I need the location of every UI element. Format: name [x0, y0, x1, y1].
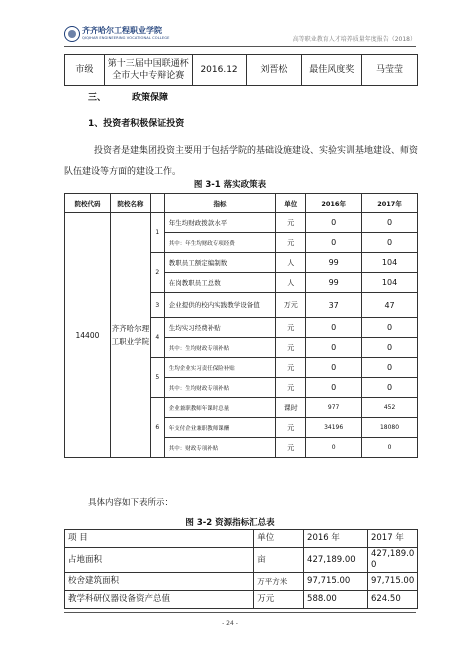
value-2017: 0 — [362, 318, 418, 338]
header-unit: 单位 — [276, 194, 306, 213]
table1-caption: 图 3-1 落实政策表 — [193, 180, 267, 190]
school-name-english: QIQIHAR ENGINEERING VOCATIONAL COLLEGE — [82, 36, 170, 40]
table2-header-row — [65, 530, 418, 548]
indicator-name: 其中：年生均财政专项经费 — [164, 233, 276, 253]
value-2016: 99 — [306, 273, 362, 293]
value-2017: 624.50 — [367, 591, 417, 609]
table-row — [65, 591, 418, 609]
indicator-name: 教职员工额定编制数 — [164, 253, 276, 273]
header-2017: 2017年 — [362, 194, 418, 213]
item-unit: 万元 — [254, 591, 304, 609]
value-2017: 47 — [362, 293, 418, 318]
value-2017: 104 — [362, 253, 418, 273]
indicator-name: 企业兼职教师年课时总量 — [164, 398, 276, 418]
indicator-name: 企业提供的校内实践教学设备值 — [164, 293, 276, 318]
award-row — [65, 55, 418, 86]
value-2016: 97,715.00 — [304, 573, 368, 591]
award-student: 马莹莹 — [362, 55, 418, 86]
indicator-unit: 元 — [276, 338, 306, 358]
indicator-name: 生均实习经费补贴 — [164, 318, 276, 338]
page-number: - 24 - — [222, 620, 238, 627]
policy-table — [64, 193, 418, 458]
indicator-unit: 万元 — [276, 293, 306, 318]
value-2016: 977 — [306, 398, 362, 418]
table-row — [65, 213, 418, 233]
value-2016: 34196 — [306, 418, 362, 438]
award-level: 市级 — [65, 55, 105, 86]
value-2016: 0 — [306, 378, 362, 398]
header-index — [150, 194, 164, 213]
report-title: 高等职业教育人才培养质量年度报告（2018） — [292, 36, 416, 43]
indicator-name: 年生均财政拨款水平 — [164, 213, 276, 233]
indicator-unit: 元 — [276, 438, 306, 458]
value-2016: 0 — [306, 338, 362, 358]
group-index: 5 — [150, 358, 164, 398]
header-code: 院校代码 — [65, 194, 111, 213]
value-2016: 588.00 — [304, 591, 368, 609]
header-institution: 院校名称 — [110, 194, 150, 213]
group-index: 6 — [150, 398, 164, 458]
table-row — [65, 573, 418, 591]
item-unit: 万平方米 — [254, 573, 304, 591]
value-2017: 452 — [362, 398, 418, 418]
indicator-name: 其中：生均财政专项补贴 — [164, 378, 276, 398]
section-number: 三、 — [88, 93, 107, 103]
section-heading — [88, 90, 168, 103]
page-header — [64, 24, 416, 47]
group-index: 3 — [150, 293, 164, 318]
group-index: 2 — [150, 253, 164, 293]
value-2016: 0 — [306, 358, 362, 378]
indicator-unit: 人 — [276, 253, 306, 273]
award-event: 第十三届中国联通杯全市大中专辩论赛 — [104, 55, 192, 86]
value-2016: 427,189.00 — [304, 548, 368, 573]
value-2016: 37 — [306, 293, 362, 318]
indicator-unit: 人 — [276, 273, 306, 293]
award-date: 2016.12 — [192, 55, 246, 86]
value-2017: 0 — [362, 338, 418, 358]
award-teacher: 刘晋松 — [246, 55, 302, 86]
value-2017: 97,715.00 — [367, 573, 417, 591]
institution-name: 齐齐哈尔理工职业学院 — [110, 213, 150, 458]
value-2016: 0 — [306, 318, 362, 338]
indicator-unit: 元 — [276, 358, 306, 378]
value-2016: 99 — [306, 253, 362, 273]
section-title: 政策保障 — [132, 93, 169, 103]
item-name: 占地面积 — [65, 548, 254, 573]
body-paragraph: 投资者是建集团投资主要用于包括学院的基础设施建设、实验实训基地建设、师资队伍建设等方面的建设工作。 — [64, 146, 419, 177]
indicator-name: 其中：财政专项补贴 — [164, 438, 276, 458]
header-unit: 单位 — [254, 530, 304, 548]
award-table — [64, 54, 418, 86]
detail-line: 具体内容如下表所示： — [88, 498, 174, 508]
header-2016: 2016 年 — [304, 530, 368, 548]
value-2016: 0 — [306, 438, 362, 458]
item-unit: 亩 — [254, 548, 304, 573]
value-2016: 0 — [306, 233, 362, 253]
indicator-name: 在岗教职员工总数 — [164, 273, 276, 293]
school-name: 齐齐哈尔工程职业学院 — [82, 26, 162, 35]
item-name: 教学科研仪器设备资产总值 — [65, 591, 254, 609]
indicator-unit: 元 — [276, 378, 306, 398]
award-prize: 最佳风度奖 — [302, 55, 362, 86]
value-2017: 0 — [362, 358, 418, 378]
table2-caption: 图 3-2 资源指标汇总表 — [185, 518, 275, 528]
indicator-unit: 元 — [276, 318, 306, 338]
school-logo-icon — [64, 26, 80, 42]
value-2017: 0 — [362, 233, 418, 253]
header-item: 项 目 — [65, 530, 254, 548]
resource-table — [64, 529, 418, 609]
indicator-unit: 元 — [276, 213, 306, 233]
header-2016: 2016年 — [306, 194, 362, 213]
indicator-unit: 元 — [276, 233, 306, 253]
table-row — [65, 548, 418, 573]
institution-code: 14400 — [65, 213, 111, 458]
header-indicator: 指标 — [164, 194, 276, 213]
footer-rule — [64, 612, 416, 613]
value-2016: 0 — [306, 213, 362, 233]
value-2017: 0 — [362, 438, 418, 458]
indicator-name: 生均企业实习责任保险补贴 — [164, 358, 276, 378]
item-name: 校舍建筑面积 — [65, 573, 254, 591]
value-2017: 427,189.00 — [367, 548, 417, 573]
table1-header-row — [65, 194, 418, 213]
indicator-unit: 元 — [276, 418, 306, 438]
value-2017: 104 — [362, 273, 418, 293]
value-2017: 18080 — [362, 418, 418, 438]
subsection-heading: 1、投资者积极保证投资 — [88, 119, 185, 129]
value-2017: 0 — [362, 213, 418, 233]
header-2017: 2017 年 — [367, 530, 417, 548]
group-index: 1 — [150, 213, 164, 253]
group-index: 4 — [150, 318, 164, 358]
indicator-unit: 课时 — [276, 398, 306, 418]
indicator-name: 其中：生均财政专项补贴 — [164, 338, 276, 358]
indicator-name: 年支付企业兼职教师课酬 — [164, 418, 276, 438]
value-2017: 0 — [362, 378, 418, 398]
